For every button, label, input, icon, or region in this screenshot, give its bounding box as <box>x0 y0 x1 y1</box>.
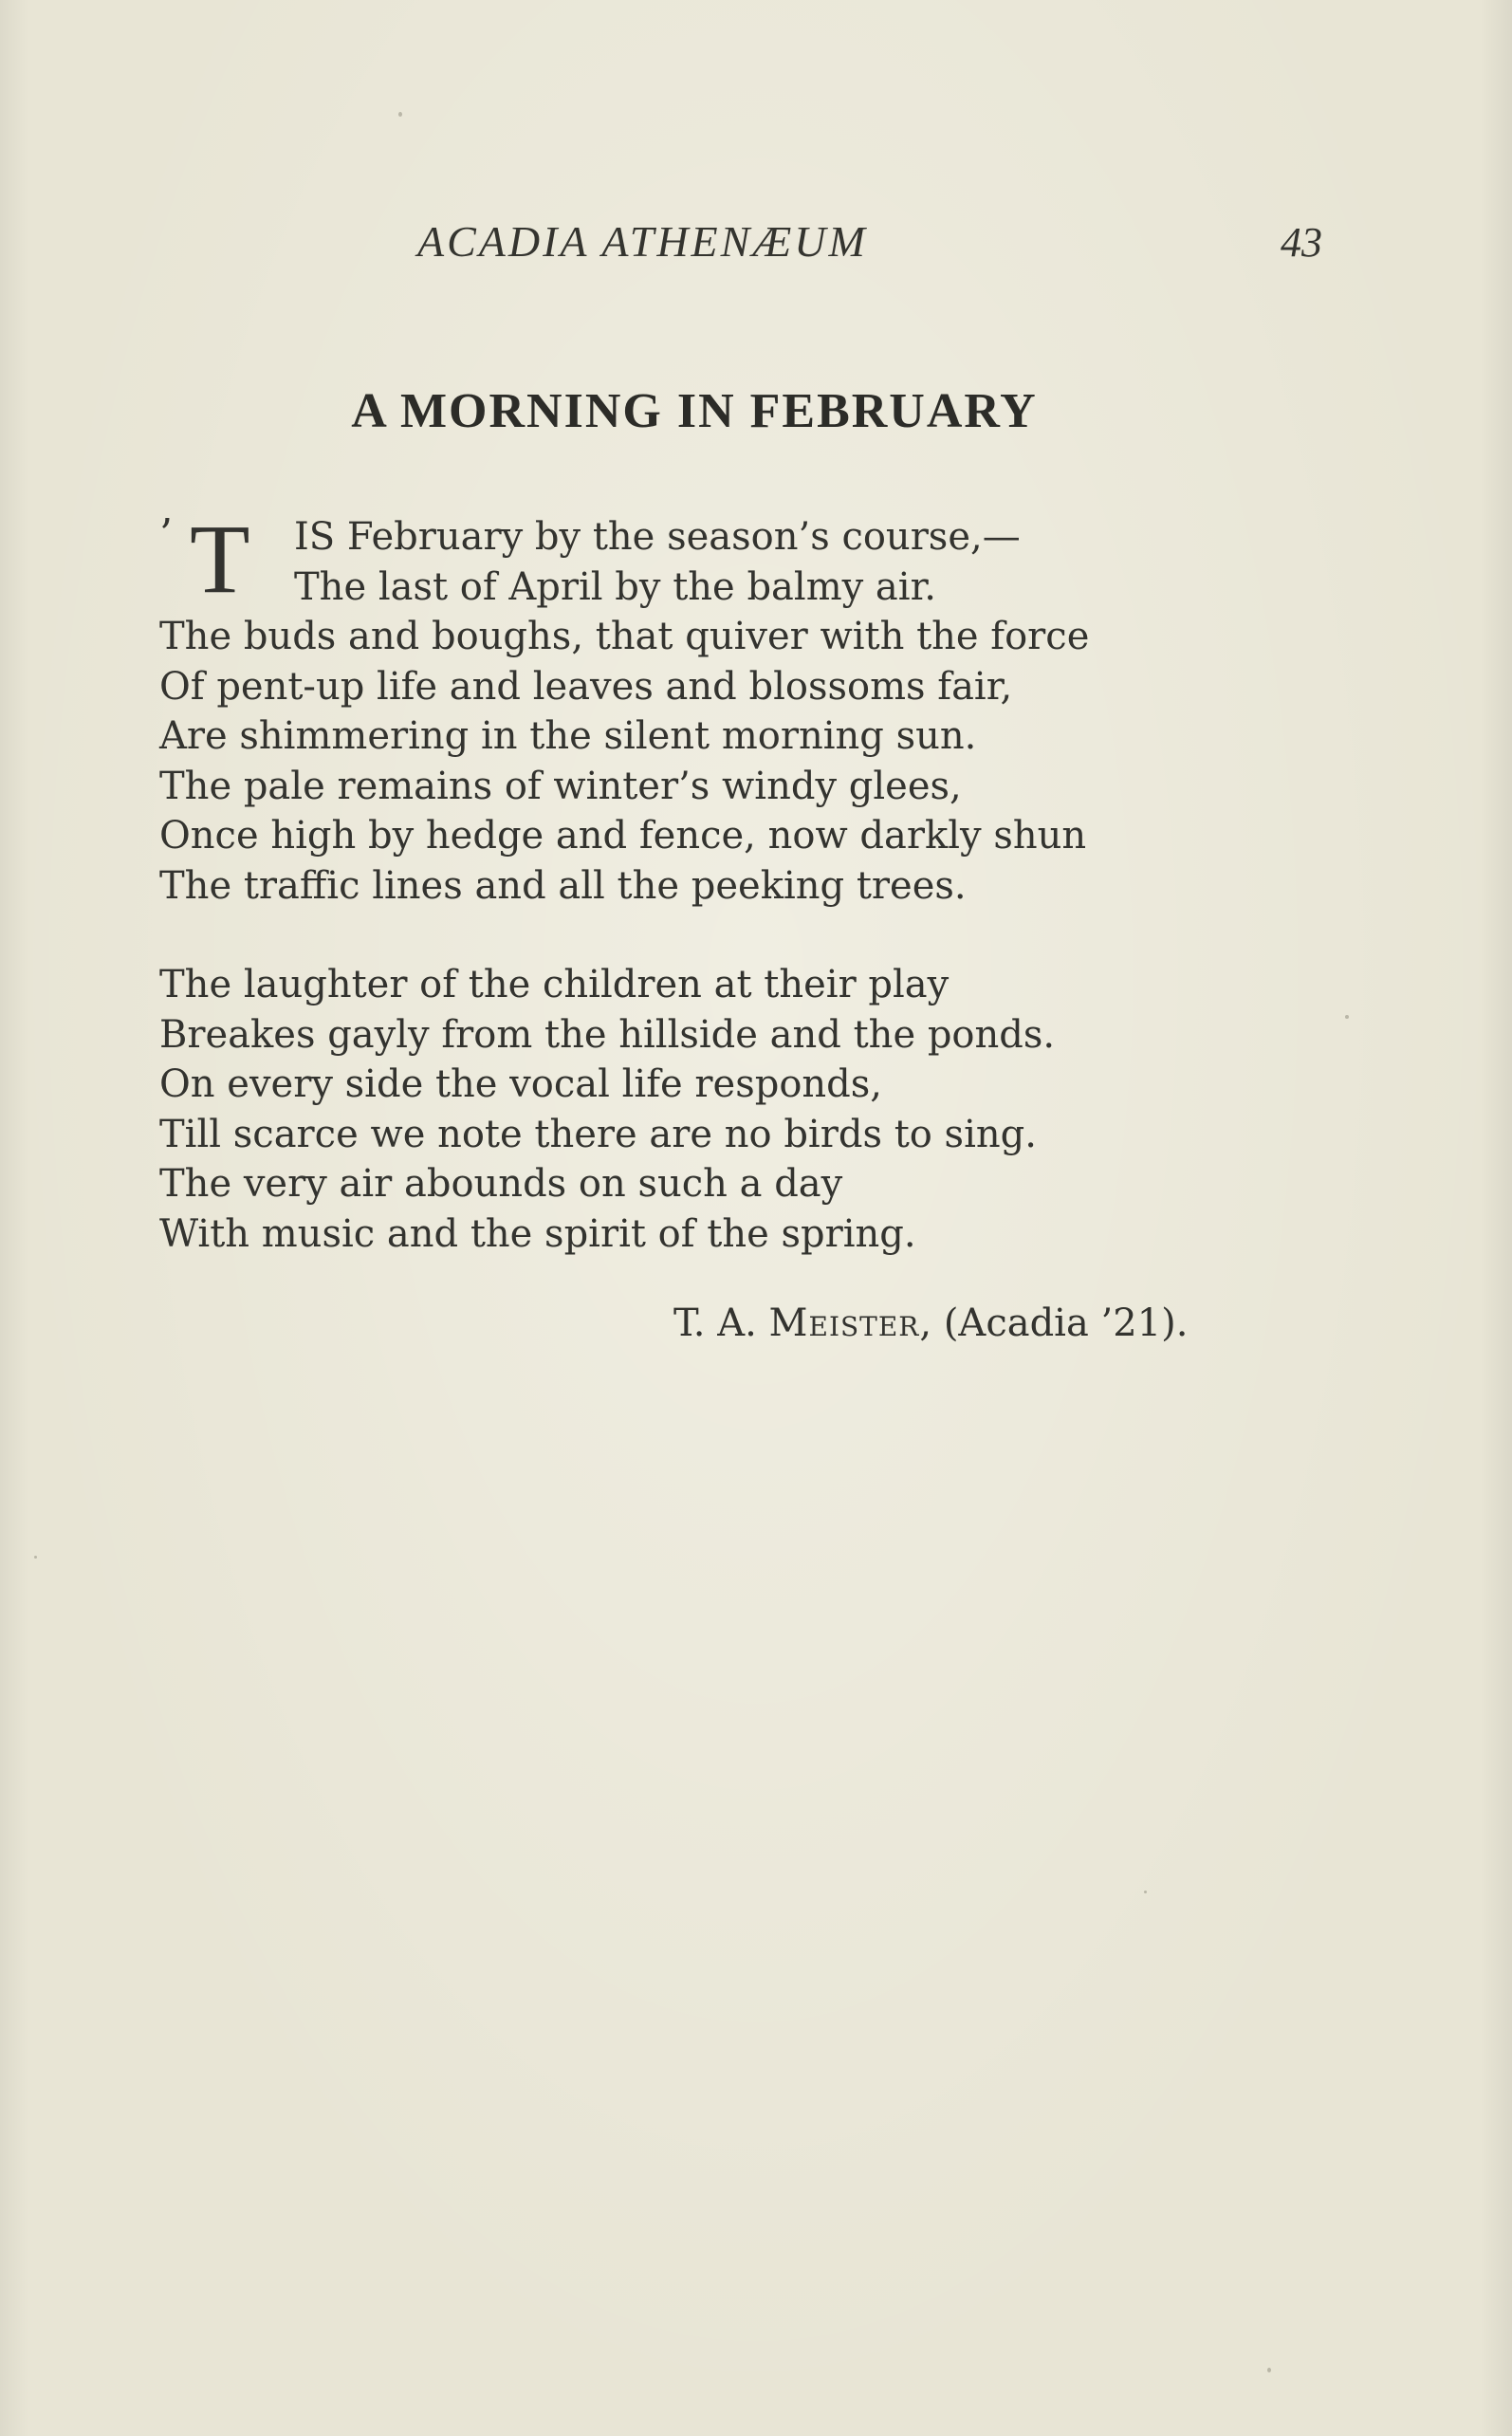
poem-line: The last of April by the balmy air. <box>294 564 937 609</box>
poem-line: Breakes gayly from the hillside and the ponds. <box>159 1012 1056 1057</box>
stanza-1 <box>159 563 1089 912</box>
poem-line: The laughter of the children at their play <box>159 963 950 1006</box>
paper-speck <box>398 112 402 117</box>
author-signature <box>673 1301 1188 1345</box>
author-affiliation: , (Acadia ’21). <box>919 1301 1189 1345</box>
running-head: ACADIA ATHENÆUM <box>417 217 868 266</box>
paper-speck <box>34 1556 37 1559</box>
poem-body <box>159 505 1090 1259</box>
poem-line: Are shimmering in the silent morning sun. <box>159 714 977 758</box>
poem-line: On every side the vocal life responds, <box>159 1062 883 1106</box>
poem-apostrophe: ’ <box>159 510 173 559</box>
poem-line: The traffic lines and all the peeking trees. <box>159 863 967 908</box>
author-surname: Meister <box>768 1301 920 1345</box>
poem-line: Till scarce we note there are no birds to sing. <box>159 1112 1037 1156</box>
poem-line: IS February by the season’s course,— <box>294 515 1021 559</box>
poem-line: Of pent-up life and leaves and blossoms fair, <box>159 664 1013 709</box>
poem-line: With music and the spirit of the spring. <box>159 1211 916 1256</box>
poem-line: The buds and boughs, that quiver with the force <box>159 615 1090 658</box>
paper-speck <box>1267 2368 1271 2372</box>
author-initials: T. A. <box>673 1301 769 1345</box>
paper-speck <box>1345 1015 1349 1019</box>
poem-title: A MORNING IN FEBRUARY <box>351 384 1038 438</box>
poem-line: The very air abounds on such a day <box>159 1162 843 1206</box>
stanza-gap <box>159 911 1089 960</box>
poem-line: The pale remains of winter’s windy glees, <box>159 764 962 808</box>
paper-speck <box>1144 1891 1147 1893</box>
stanza-2 <box>159 960 1089 1259</box>
drop-cap: T <box>190 505 250 614</box>
page-number: 43 <box>1281 219 1322 266</box>
poem-line: Once high by hedge and fence, now darkly shun <box>159 814 1087 858</box>
